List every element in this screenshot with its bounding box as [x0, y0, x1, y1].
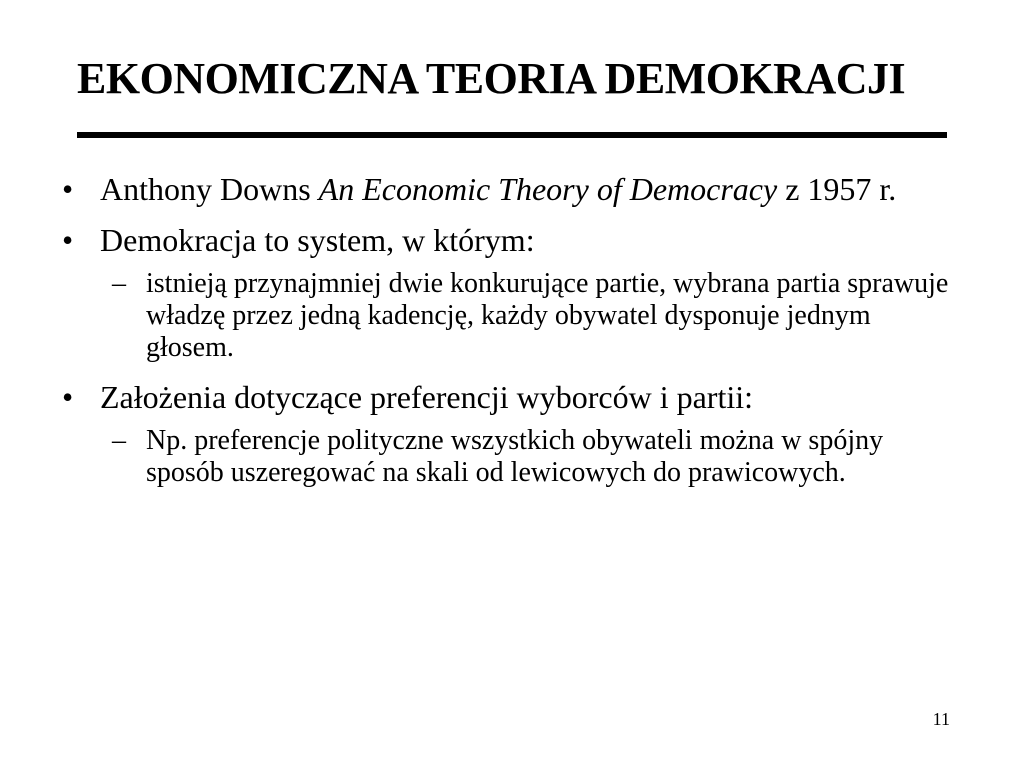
book-title: An Economic Theory of Democracy [318, 171, 778, 207]
bullet-text: z 1957 r. [777, 171, 897, 207]
bullet-marker: • [62, 222, 74, 258]
bullet-marker: • [62, 379, 74, 415]
page-number: 11 [932, 709, 950, 729]
sub-bullet-marker: – [112, 425, 126, 456]
sub-bullet-item [62, 268, 952, 364]
bullet-item [62, 378, 952, 416]
bullet-item [62, 170, 952, 208]
bullet-text: Demokracja to system, w którym: [100, 222, 535, 258]
bullet-item [62, 221, 952, 259]
sub-bullet-marker: – [112, 268, 126, 299]
bullet-text: Założenia dotyczące preferencji wyborców i partii: [100, 379, 753, 415]
title-underline [77, 132, 947, 138]
slide-content [62, 170, 952, 503]
slide-title: EKONOMICZNA TEORIA DEMOKRACJI [77, 54, 906, 103]
sub-bullet-item [62, 425, 952, 489]
sub-bullet-text: Np. preferencje polityczne wszystkich obywateli można w spójny sposób uszeregować na skali od lewicowych do prawicowych. [146, 425, 884, 488]
bullet-text: Anthony Downs [100, 171, 319, 207]
bullet-marker: • [62, 171, 74, 207]
sub-bullet-text: istnieją przynajmniej dwie konkurujące partie, wybrana partia sprawuje władzę przez jedną kadencję, każdy obywatel dysponuje jednym głosem. [146, 268, 949, 363]
